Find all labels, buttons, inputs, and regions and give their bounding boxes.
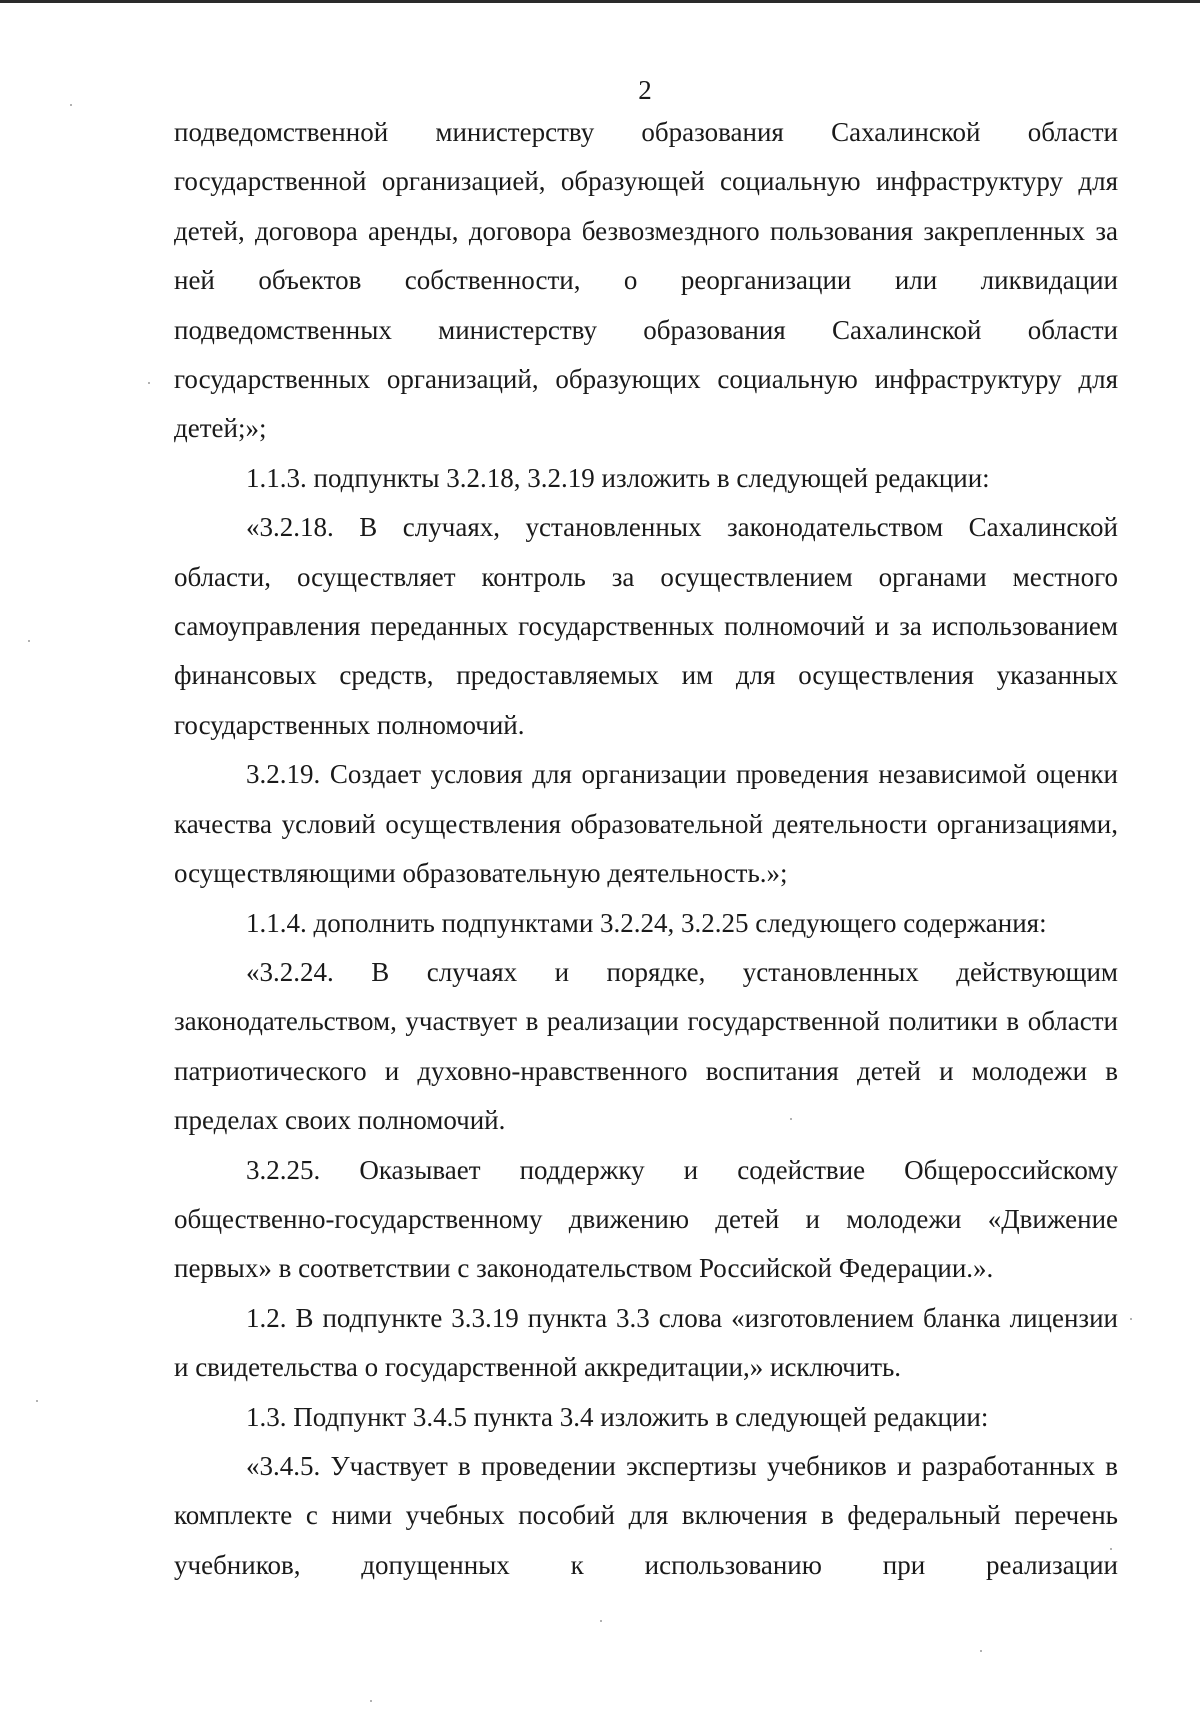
scan-speck <box>600 1620 602 1622</box>
scan-speck <box>790 1118 792 1120</box>
scan-speck <box>70 104 72 106</box>
scan-speck <box>1130 1318 1132 1320</box>
scan-speck <box>148 382 150 384</box>
paragraph-6: «3.2.24. В случаях и порядке, установленных действующим законодательством, участвует в реализации государственной политики в области патриотического и духовно-нравственного воспитания детей и молодежи в пределах своих полномочий. <box>174 956 1118 1136</box>
paragraph-2: 1.1.3. подпункты 3.2.18, 3.2.19 изложить в следующей редакции: <box>246 462 990 493</box>
scan-speck <box>36 1400 38 1402</box>
paragraph-10: «3.4.5. Участвует в проведении экспертизы учебников и разработанных в комплекте с ними учебных пособий для включения в федеральный перечень учебников, допущенных к использованию при реализации <box>174 1450 1118 1580</box>
scan-speck <box>980 1650 982 1652</box>
scan-speck <box>28 640 30 642</box>
paragraph-5: 1.1.4. дополнить подпунктами 3.2.24, 3.2.25 следующего содержания: <box>246 907 1047 938</box>
paragraph-1: подведомственной министерству образования Сахалинской области государственной организацией, образующей социальную инфраструктуру для детей, договора аренды, договора безвозмездного пользования закрепленных за ней объектов собственности, о реорганизации или ликвидации подведомственных министерству образования Сахалинской области государственных организаций, образующих социальную инфраструктуру для детей;»; <box>174 117 1118 444</box>
paragraph-8: 1.2. В подпункте 3.3.19 пункта 3.3 слова «изготовлением бланка лицензии и свидетельства о государственной аккредитации,» исключить. <box>174 1302 1118 1383</box>
scan-speck <box>370 1700 372 1702</box>
scan-speck <box>1110 1548 1112 1550</box>
paragraph-9: 1.3. Подпункт 3.4.5 пункта 3.4 изложить в следующей редакции: <box>246 1401 989 1432</box>
top-border-line <box>0 0 1200 3</box>
paragraph-3: «3.2.18. В случаях, установленных законодательством Сахалинской области, осуществляет контроль за осуществлением органами местного самоуправления переданных государственных полномочий и за использованием финансовых средств, предоставляемых им для осуществления указанных государственных полномочий. <box>174 512 1118 740</box>
paragraph-7: 3.2.25. Оказывает поддержку и содействие Общероссийскому общественно-государственному движению детей и молодежи «Движение первых» в соответствии с законодательством Российской Федерации.». <box>174 1154 1118 1284</box>
paragraph-4: 3.2.19. Создает условия для организации проведения независимой оценки качества условий осуществления образовательной деятельности организациями, осуществляющими образовательную деятельность.»; <box>174 759 1118 889</box>
document-body <box>174 108 1118 1590</box>
page-number: 2 <box>638 75 652 105</box>
